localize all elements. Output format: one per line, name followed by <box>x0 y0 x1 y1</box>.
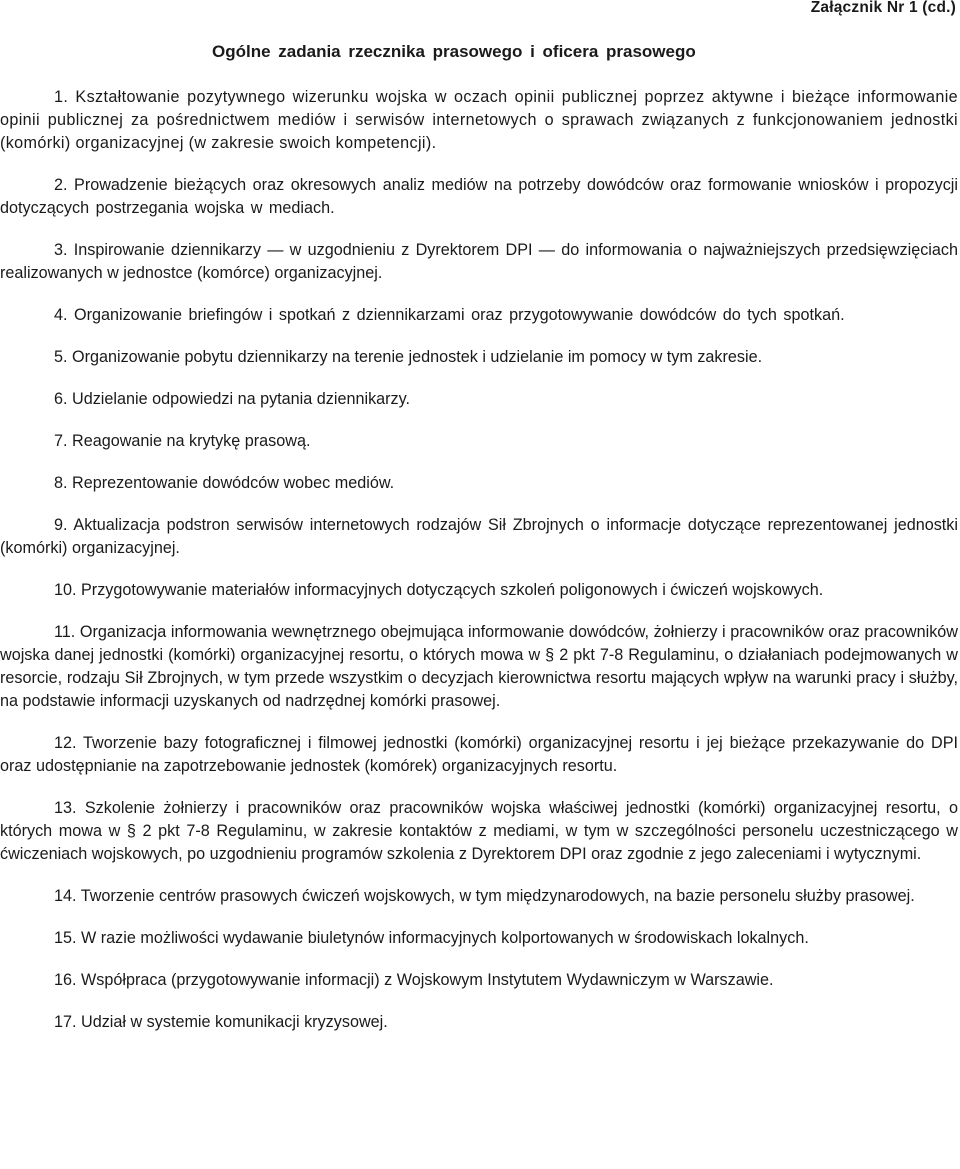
list-item: 13. Szkolenie żołnierzy i pracowników oraz pracowników wojska właściwej jednostki (komórki) organizacyjnej resortu, o których mowa w § 2 pkt 7-8 Regulaminu, w zakresie kontaktów z mediami, w tym w szczególności personelu uczestniczącego w ćwiczeniach wojskowych, po uzgodnieniu programów szkolenia z Dyrektorem DPI oraz zgodnie z jego zaleceniami i wytycznymi. <box>0 799 958 863</box>
list-item: 3. Inspirowanie dziennikarzy — w uzgodnieniu z Dyrektorem DPI — do informowania o najważniejszych przedsięwzięciach realizowanych w jednostce (komórce) organizacyjnej. <box>0 241 958 282</box>
list-item: 10. Przygotowywanie materiałów informacyjnych dotyczących szkoleń poligonowych i ćwiczeń wojskowych. <box>54 581 824 599</box>
list-item: 9. Aktualizacja podstron serwisów internetowych rodzajów Sił Zbrojnych o informacje dotyczące reprezentowanej jednostki (komórki) organizacyjnej. <box>0 516 958 557</box>
list-item: 14. Tworzenie centrów prasowych ćwiczeń wojskowych, w tym międzynarodowych, na bazie personelu służby prasowej. <box>54 887 915 905</box>
list-item: 15. W razie możliwości wydawanie biuletynów informacyjnych kolportowanych w środowiskach lokalnych. <box>54 929 809 947</box>
list-item: 1. Kształtowanie pozytywnego wizerunku wojska w oczach opinii publicznej poprzez aktywne i bieżące informowanie opinii publicznej za pośrednictwem mediów i serwisów internetowych o sprawach związanych z funkcjonowaniem jednostki (komórki) organizacyjnej (w zakresie swoich kompetencji). <box>0 88 958 152</box>
annex-label: Załącznik Nr 1 (cd.) <box>810 0 956 16</box>
list-item: 7. Reagowanie na krytykę prasową. <box>54 432 311 450</box>
list-item: 5. Organizowanie pobytu dziennikarzy na terenie jednostek i udzielanie im pomocy w tym zakresie. <box>54 348 763 366</box>
list-item: 6. Udzielanie odpowiedzi na pytania dziennikarzy. <box>54 390 411 408</box>
page-title: Ogólne zadania rzecznika prasowego i oficera prasowego <box>212 42 696 61</box>
list-item: 8. Reprezentowanie dowódców wobec mediów. <box>54 474 395 492</box>
list-item: 17. Udział w systemie komunikacji kryzysowej. <box>54 1013 388 1031</box>
list-item: 12. Tworzenie bazy fotograficznej i filmowej jednostki (komórki) organizacyjnej resortu i jej bieżące przekazywanie do DPI oraz udostępnianie na zapotrzebowanie jednostek (komórek) organizacyjnych resortu. <box>0 734 958 775</box>
list-item: 4. Organizowanie briefingów i spotkań z dziennikarzami oraz przygotowywanie dowódców do tych spotkań. <box>54 306 845 324</box>
list-item: 16. Współpraca (przygotowywanie informacji) z Wojskowym Instytutem Wydawniczym w Warszawie. <box>54 971 774 989</box>
list-item: 11. Organizacja informowania wewnętrznego obejmująca informowanie dowódców, żołnierzy i pracowników oraz pracowników wojska danej jednostki (komórki) organizacyjnej resortu, o których mowa w § 2 pkt 7-8 Regulaminu, o działaniach podejmowanych w resorcie, rodzaju Sił Zbrojnych, w tym przede wszystkim o decyzjach kierownictwa resortu mających wpływ na warunki pracy i służby, na podstawie informacji uzyskanych od nadrzędnej komórki prasowej. <box>0 623 958 710</box>
list-item: 2. Prowadzenie bieżących oraz okresowych analiz mediów na potrzeby dowódców oraz formowanie wniosków i propozycji dotyczących postrzegania wojska w mediach. <box>0 176 958 217</box>
task-list <box>0 86 958 1053</box>
